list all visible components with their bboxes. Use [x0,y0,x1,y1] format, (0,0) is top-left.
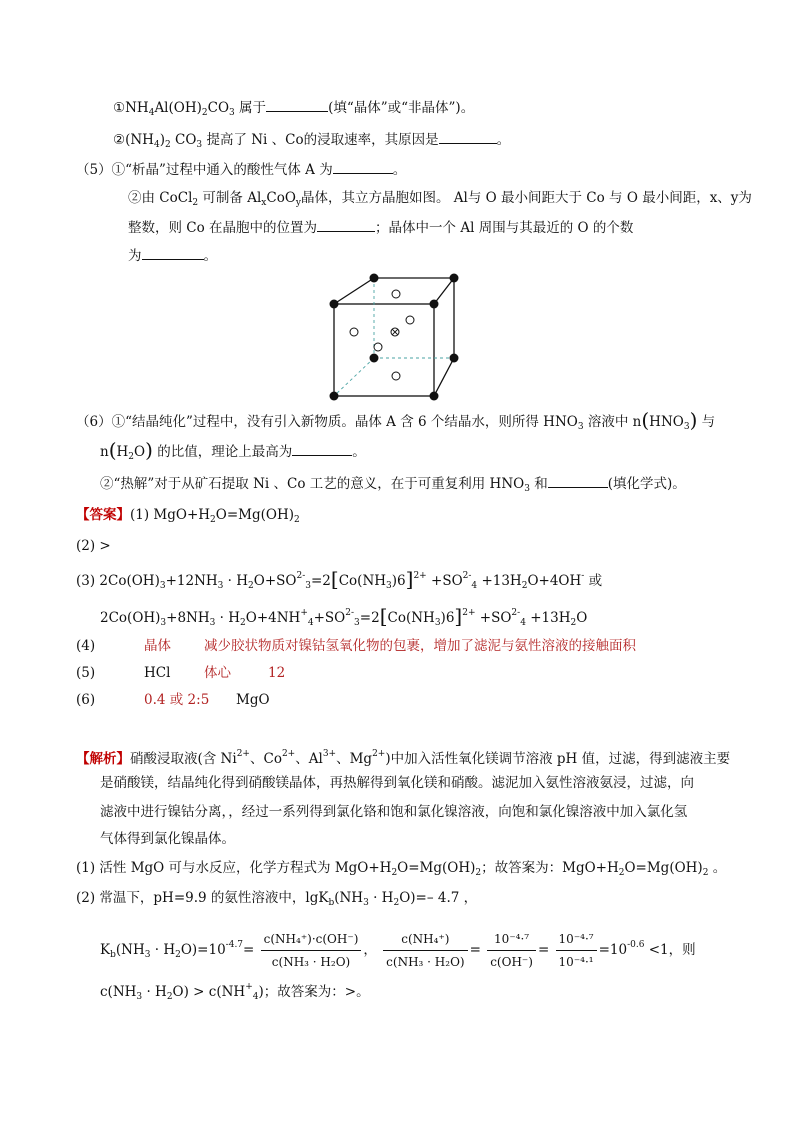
q5-item3: 整数，则 Co 在晶胞中的位置为 ；晶体中一个 Al 周围与其最近的 O 的个数 [128,220,634,236]
q6-line1: （6）①“结晶纯化”过程中，没有引入新物质。晶体 A 含 6 个结晶水，则所得 $HNO_3$ 溶液中 $n(HNO_3)$ 与 [76,408,716,432]
fraction-step2: $\frac{\text{10⁻⁴·⁷}}{\text{10⁻⁴·¹}}$ [556,928,597,973]
answer-blank [142,246,204,260]
answer-2: (2) > [76,538,111,554]
front-face [334,304,434,396]
answer-blank [266,98,328,112]
answer-blank [317,218,375,232]
analysis-s4: $c(NH_3 \cdot H_2O) > c(NH^+_4)$；故答案为：>。 [100,982,370,1002]
corner-atom [430,392,439,401]
answer-blank [439,130,497,144]
face-atom [392,372,400,380]
corner-atom [370,274,379,283]
corner-atom [330,392,339,401]
analysis-p3: 滤液中进行镍钴分离，，经过一系列得到氯化铬和饱和氯化镍溶液，向饱和氯化镍溶液中加入氯化氢 [100,804,688,820]
analysis-s2: (2) 常温下，pH=9.9 的氨性溶液中，$\lg K_b(NH_3 \cdot H_2O)=-$ 4.7 ， [76,890,478,908]
face-atom [392,290,400,298]
top-left-edge [334,278,374,304]
top-right-edge [434,278,454,304]
corner-atom [330,300,339,309]
q5-item2: ②由 CoCl$_2$ 可制备 $Al_xCoO_y$晶体，其立方晶胞如图。 Al与 O 最小间距大于 Co 与 O 最小间距，x、y为 [128,190,752,208]
face-atom [350,328,358,336]
analysis-p2: 是硝酸镁，结晶纯化得到硝酸镁晶体，再热解得到氧化镁和硝酸。滤泥加入氨性溶液氨浸，过滤，向 [100,775,694,791]
hidden-depth-edge [334,358,374,396]
corner-atom [430,300,439,309]
corner-atom [450,354,459,363]
analysis-p4: 气体得到氯化镍晶体。 [100,831,235,847]
analysis-tag: 【解析】 [76,751,130,767]
answer-tag: 【答案】 [76,507,130,523]
answer-blank [548,474,608,488]
q6-line2: $n(H_2O)$ 的比值，理论上最高为 。 [100,438,366,462]
answer-3a: (3) $2Co(OH)_3+12NH_3 \cdot H_2O+SO^{2-}_3=2[Co(NH_3)6]^{2+} +SO^{2-}_4 +13H_2O+4OH^-$ 或 [76,567,603,591]
corner-atom [450,274,459,283]
analysis-s1: (1) 活性 MgO 可与水反应，化学方程式为 $MgO+H_2O=Mg(OH)_2$；故答案为：$MgO+H_2O=Mg(OH)_2$ 。 [76,860,727,878]
answer-1: 【答案】(1) $MgO+H_2O=Mg(OH)_2$ [76,507,300,525]
unit-cell-diagram [320,266,470,402]
bottom-right-edge [434,358,454,396]
q6-line3: ②“热解”对于从矿石提取 Ni 、Co 工艺的意义，在于可重复利用 $HNO_3$ 和 (填化学式)。 [100,476,686,494]
q5-item4: 为 。 [128,248,217,264]
face-atom [406,316,414,324]
analysis-s3: $K_b(NH_3 \cdot H_2O)=10^{-4.7}=$ $\frac{\text{c(NH₄⁺)·c(OH⁻)}}{\text{c(NH₃ · H₂O)}}$ ， $\frac{\text{c(NH₄⁺)}}{\text{c(NH₃ · H₂O)}}$ = $\frac{\text{10⁻⁴·⁷}}{c(OH^-)}$ = $\frac{\text{10⁻⁴·⁷}}{\text{10⁻⁴·¹}}$ $=10^{-0.6} <1$，则 [100,928,696,973]
analysis-p1: 【解析】硝酸浸取液(含 $Ni^{2+}$、$Co^{2+}$、$Al^{3+}$、$Mg^{2+}$)中加入活性氧化镁调节溶液 pH 值，过滤，得到滤液主要 [76,749,731,767]
fraction-kb: $\frac{\text{c(NH₄⁺)·c(OH⁻)}}{\text{c(NH₃ · H₂O)}}$ [261,928,362,973]
q4-item2: $②(NH_4)_2$ $CO_3$ 提高了 Ni 、Co的浸取速率，其原因是 。 [113,132,511,150]
answer-blank [333,160,393,174]
answer-3b: $2Co(OH)_3+8NH_3 \cdot H_2O+4NH^+_4+SO^{2-}_3=2[Co(NH_3)6]^{2+} +SO^{2-}_4 +13H_2O$ [100,604,588,628]
fraction-step1: $\frac{\text{10⁻⁴·⁷}}{c(OH^-)}$ [487,928,536,973]
q5-item1: （5）①“析晶”过程中通入的酸性气体 A 为 。 [76,162,407,178]
body-center-atom [391,328,399,336]
face-atom [374,343,382,351]
answer-blank [292,442,352,456]
q4-item1: $①NH_4Al(OH)_2CO_3$ 属于 (填“晶体”或“非晶体”)。 [113,100,475,118]
corner-atom [370,354,379,363]
fraction-ratio: $\frac{\text{c(NH₄⁺)}}{\text{c(NH₃ · H₂O)}}$ [383,928,467,973]
